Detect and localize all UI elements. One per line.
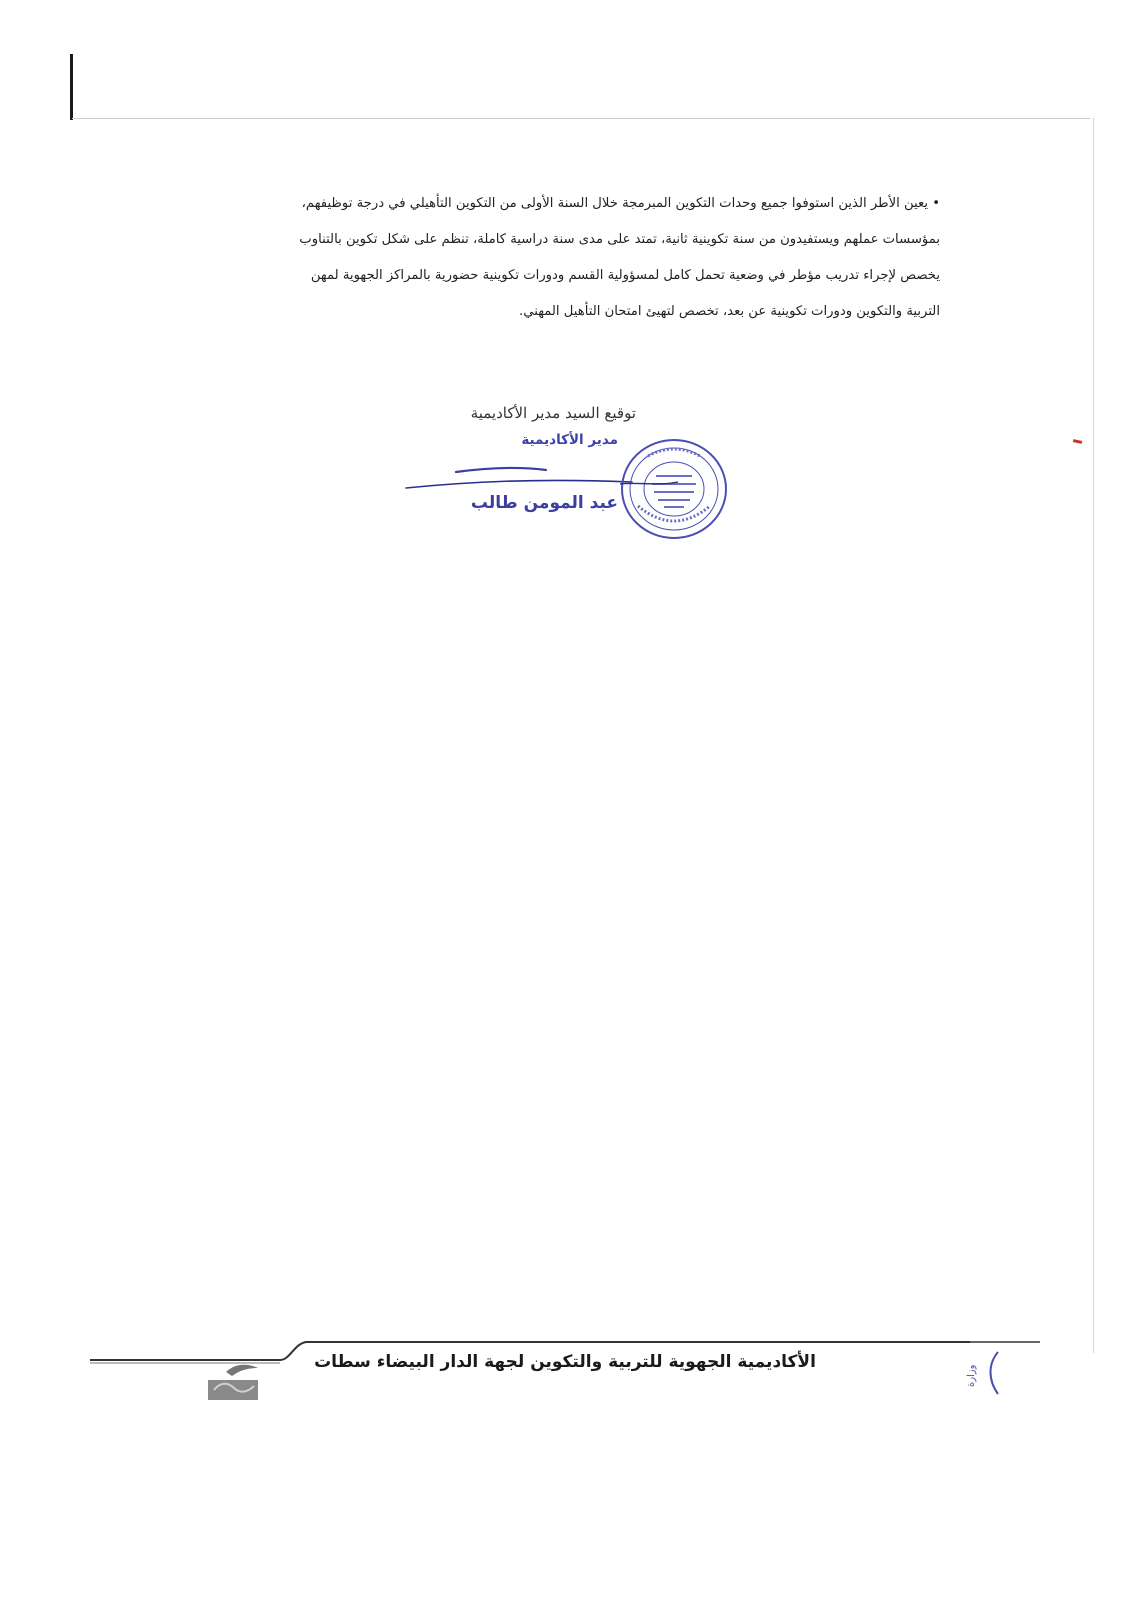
scan-edge-left (70, 54, 73, 120)
paragraph-line-1: • يعين الأطر الذين استوفوا جميع وحدات التكوين المبرمجة خلال السنة الأولى من التكوين التأهيلي في درجة توظيفهم، (301, 196, 940, 211)
signatory-name: عبد المومن طالب (470, 493, 618, 513)
scan-red-mark (1073, 439, 1082, 444)
signature-title: توقيع السيد مدير الأكاديمية (470, 404, 636, 422)
scan-edge-right (1093, 118, 1094, 1353)
paragraph-line-4: التربية والتكوين ودورات تكوينية عن بعد، تخصص لتهيئ امتحان التأهيل المهني. (519, 304, 940, 319)
official-stamp (618, 436, 730, 542)
scan-edge-top (72, 118, 1090, 119)
main-paragraph (118, 186, 940, 330)
paragraph-line-3: يخصص لإجراء تدريب مؤطر في وضعية تحمل كامل لمسؤولية القسم ودورات تكوينية حضورية بالمراكز الجهوية لمهن (310, 268, 940, 283)
academy-logo-icon (206, 1360, 260, 1400)
signature-role: مدير الأكاديمية (521, 432, 618, 448)
footer-side-mark: وزارة (966, 1364, 977, 1388)
paragraph-line-2: بمؤسسات عملهم ويستفيدون من سنة تكوينية ثانية، تمتد على مدى سنة دراسية كاملة، تنظم على شكل تكوين بالتناوب (299, 232, 940, 247)
footer-institution-name: الأكاديمية الجهوية للتربية والتكوين لجهة الدار البيضاء سطات (314, 1352, 816, 1372)
